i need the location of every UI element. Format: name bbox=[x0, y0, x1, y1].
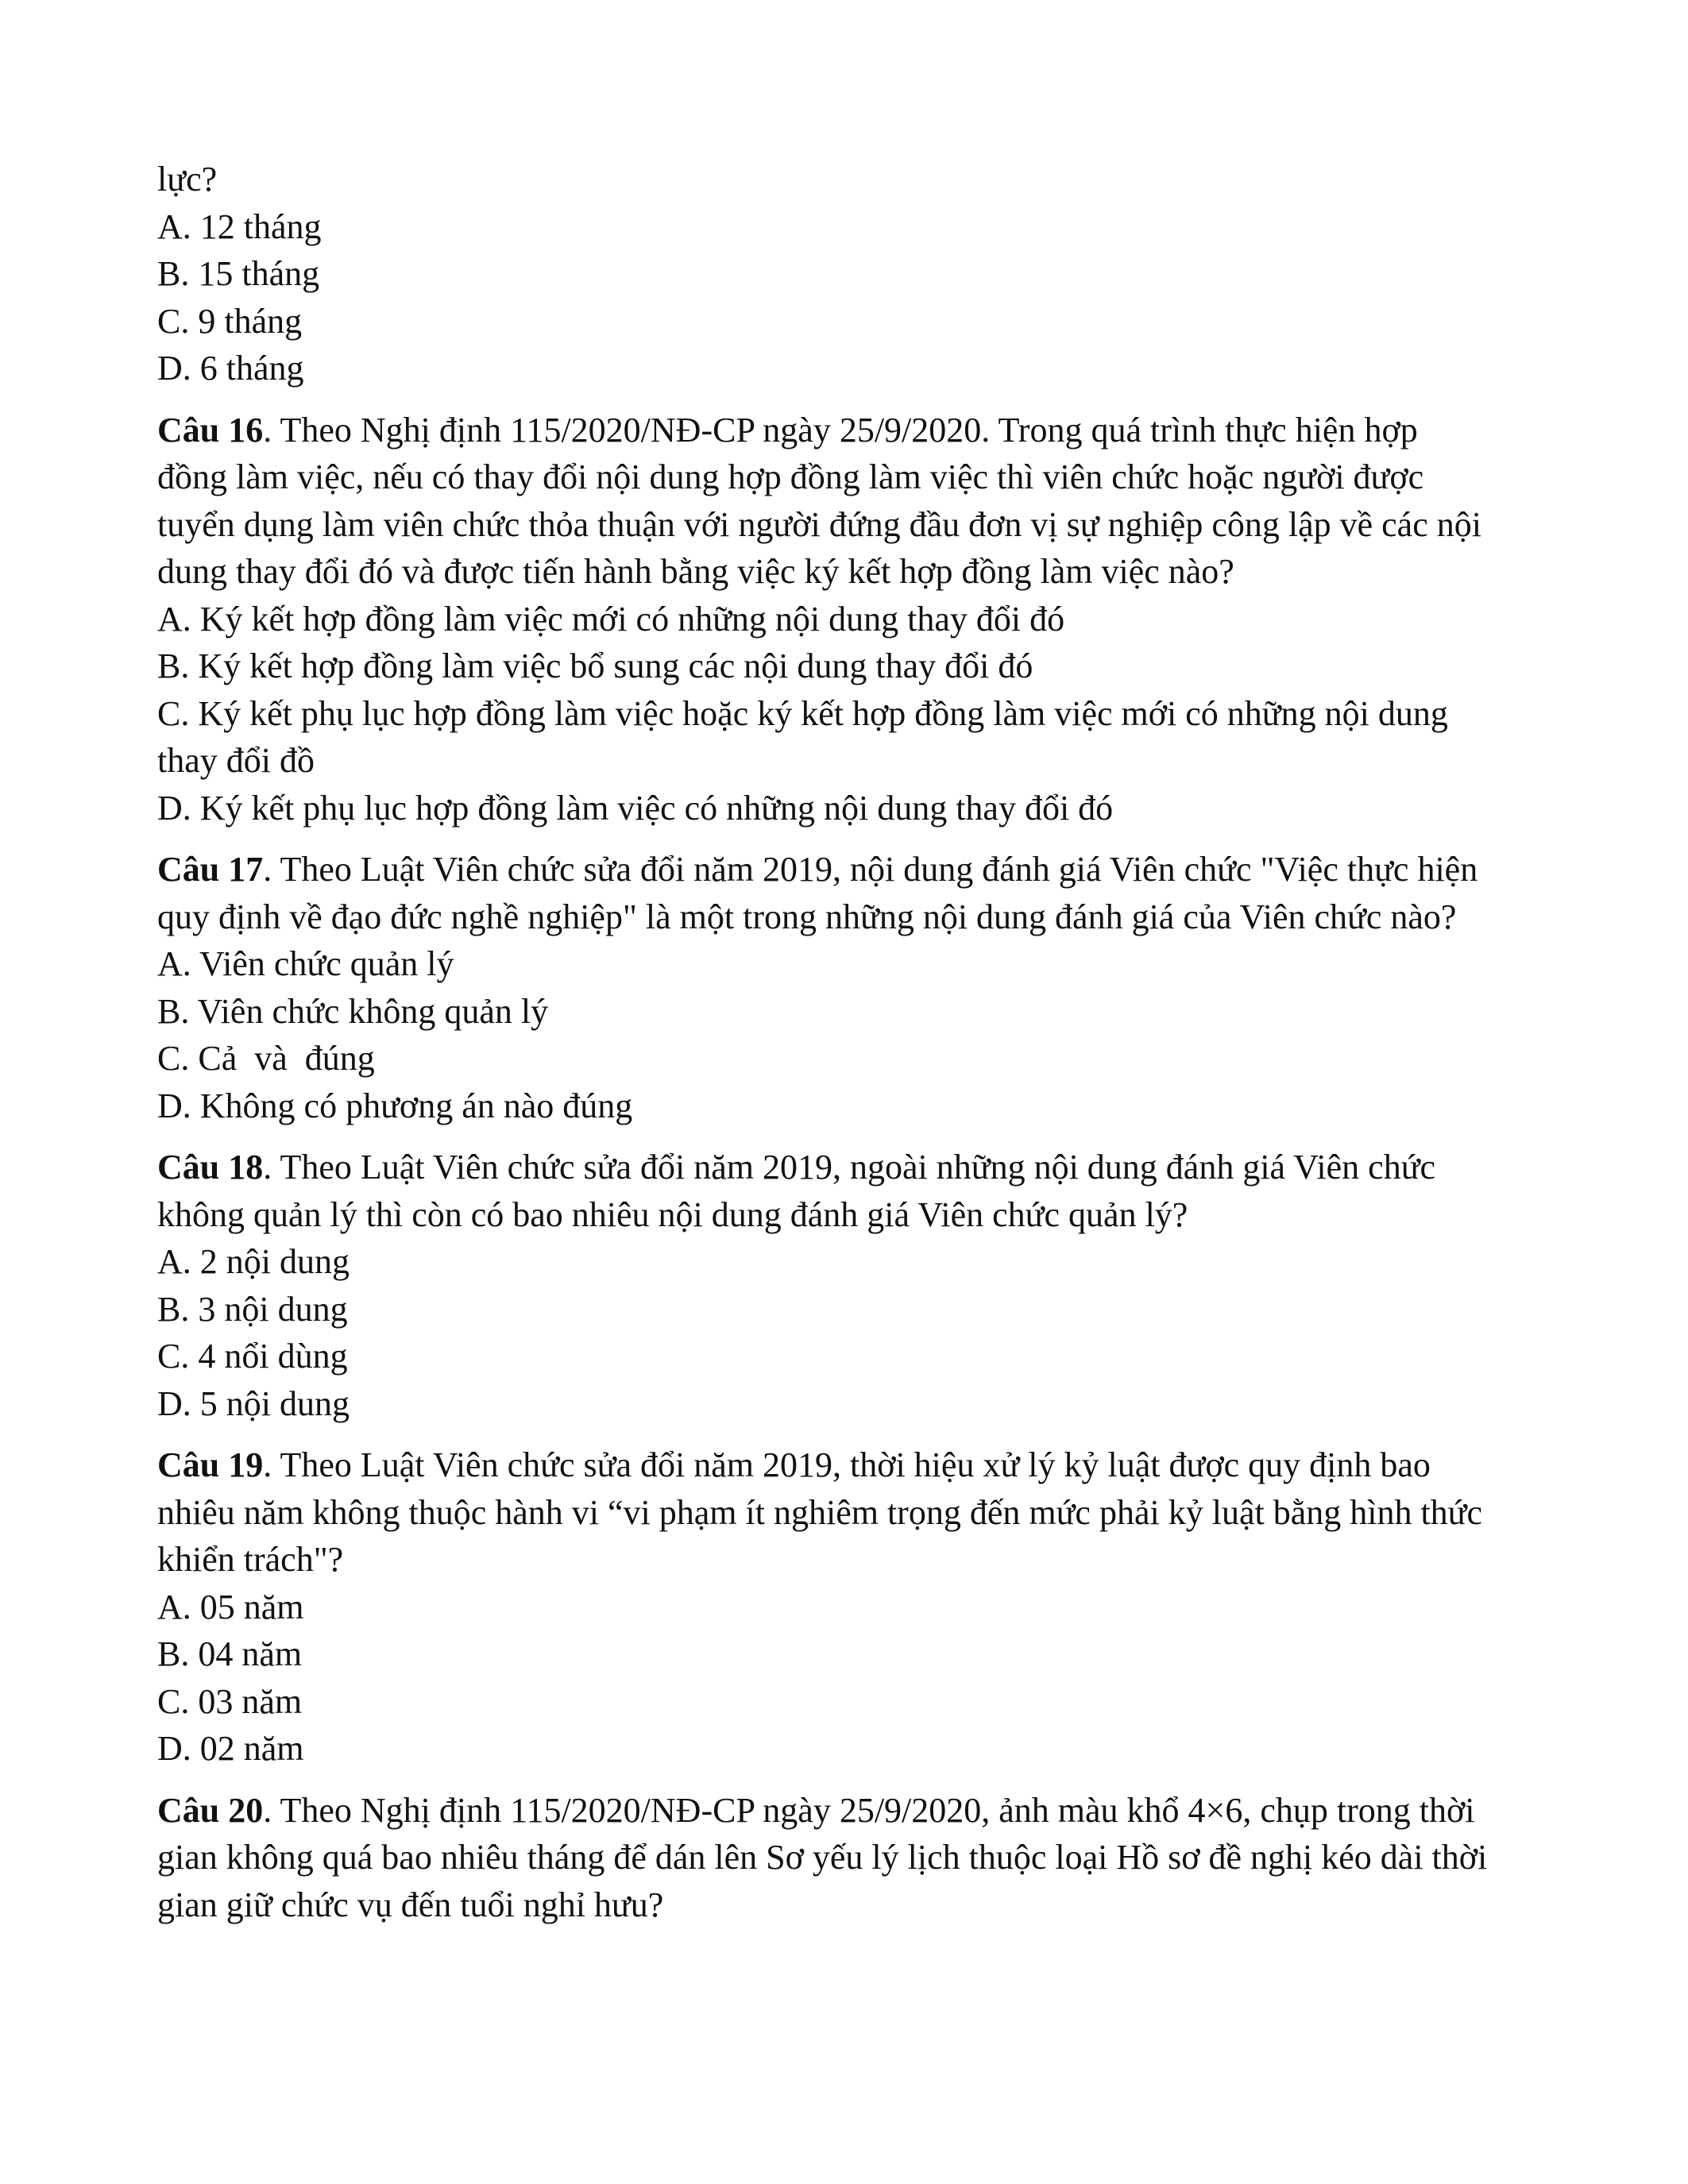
answer-option-d: D. 02 năm bbox=[157, 1729, 304, 1768]
answer-option-c: C. 9 tháng bbox=[157, 301, 303, 341]
question-17 bbox=[157, 846, 1555, 1129]
question-19 bbox=[157, 1441, 1555, 1773]
question-label: Câu 17 bbox=[157, 850, 264, 889]
answer-option-a: A. 05 năm bbox=[157, 1587, 304, 1626]
answer-option-b: B. 15 tháng bbox=[157, 254, 320, 293]
question-label: Câu 19 bbox=[157, 1445, 264, 1484]
question-text-line: gian giữ chức vụ đến tuổi nghỉ hưu? bbox=[157, 1885, 664, 1924]
question-text-line: lực? bbox=[157, 160, 218, 199]
question-text: . Theo Luật Viên chức sửa đổi năm 2019, thời hiệu xử lý kỷ luật được quy định bao bbox=[263, 1445, 1431, 1484]
answer-option-b: B. 04 năm bbox=[157, 1634, 303, 1673]
question-text: . Theo Luật Viên chức sửa đổi năm 2019, nội dung đánh giá Viên chức "Việc thực hiện bbox=[263, 850, 1478, 889]
question-text-line bbox=[157, 1441, 1555, 1489]
question-text-line bbox=[157, 1144, 1555, 1191]
question-label: Câu 18 bbox=[157, 1148, 264, 1187]
question-text-line: khiển trách"? bbox=[157, 1540, 344, 1579]
question-text-line: quy định về đạo đức nghề nghiệp" là một trong những nội dung đánh giá của Viên chức nào? bbox=[157, 897, 1457, 936]
answer-option-d: D. 5 nội dung bbox=[157, 1383, 350, 1423]
question-16 bbox=[157, 407, 1555, 832]
question-text: . Theo Luật Viên chức sửa đổi năm 2019, ngoài những nội dung đánh giá Viên chức bbox=[263, 1148, 1436, 1187]
question-text: . Theo Nghị định 115/2020/NĐ-CP ngày 25/9/2020, ảnh màu khổ 4×6, chụp trong thời bbox=[263, 1790, 1475, 1830]
answer-option-c: C. 03 năm bbox=[157, 1681, 303, 1721]
question-text-line bbox=[157, 1787, 1555, 1835]
answer-option-d: D. Không có phương án nào đúng bbox=[157, 1086, 633, 1125]
question-text-line: đồng làm việc, nếu có thay đổi nội dung hợp đồng làm việc thì viên chức hoặc người được bbox=[157, 457, 1424, 496]
question-text-line bbox=[157, 407, 1555, 454]
question-text-line: không quản lý thì còn có bao nhiêu nội dung đánh giá Viên chức quản lý? bbox=[157, 1194, 1188, 1234]
document-page bbox=[157, 156, 1555, 1928]
answer-option-c-continued: thay đổi đồ bbox=[157, 741, 315, 780]
question-text: . Theo Nghị định 115/2020/NĐ-CP ngày 25/9/2020. Trong quá trình thực hiện hợp bbox=[263, 410, 1418, 450]
answer-option-b: B. Viên chức không quản lý bbox=[157, 991, 549, 1031]
answer-option-c: C. Cả và đúng bbox=[157, 1039, 375, 1078]
question-text-line: tuyển dụng làm viên chức thỏa thuận với người đứng đầu đơn vị sự nghiệp công lập về các nội bbox=[157, 504, 1481, 544]
answer-option-a: A. Ký kết hợp đồng làm việc mới có những nội dung thay đổi đó bbox=[157, 599, 1065, 639]
question-label: Câu 16 bbox=[157, 410, 264, 450]
question-text-line bbox=[157, 846, 1555, 893]
question-text-line: dung thay đổi đó và được tiến hành bằng việc ký kết hợp đồng làm việc nào? bbox=[157, 552, 1234, 591]
question-18 bbox=[157, 1144, 1555, 1427]
answer-option-b: B. 3 nội dung bbox=[157, 1289, 348, 1329]
answer-option-b: B. Ký kết hợp đồng làm việc bổ sung các nội dung thay đổi đó bbox=[157, 646, 1033, 685]
answer-option-a: A. 12 tháng bbox=[157, 206, 322, 246]
answer-option-d: D. 6 tháng bbox=[157, 349, 304, 388]
answer-option-a: A. 2 nội dung bbox=[157, 1242, 350, 1281]
answer-option-c: C. 4 nổi dùng bbox=[157, 1337, 348, 1376]
question-20 bbox=[157, 1787, 1555, 1929]
question-text-line: gian không quá bao nhiêu tháng để dán lên Sơ yếu lý lịch thuộc loại Hồ sơ đề nghị kéo dài thời bbox=[157, 1838, 1488, 1877]
answer-option-a: A. Viên chức quản lý bbox=[157, 944, 454, 983]
answer-option-c: C. Ký kết phụ lục hợp đồng làm việc hoặc ký kết hợp đồng làm việc mới có những nội dung bbox=[157, 693, 1448, 733]
question-15-continuation bbox=[157, 156, 1555, 392]
question-text-line: nhiêu năm không thuộc hành vi “vi phạm ít nghiêm trọng đến mức phải kỷ luật bằng hình thức bbox=[157, 1492, 1483, 1532]
question-label: Câu 20 bbox=[157, 1790, 264, 1830]
answer-option-d: D. Ký kết phụ lục hợp đồng làm việc có những nội dung thay đổi đó bbox=[157, 788, 1114, 828]
